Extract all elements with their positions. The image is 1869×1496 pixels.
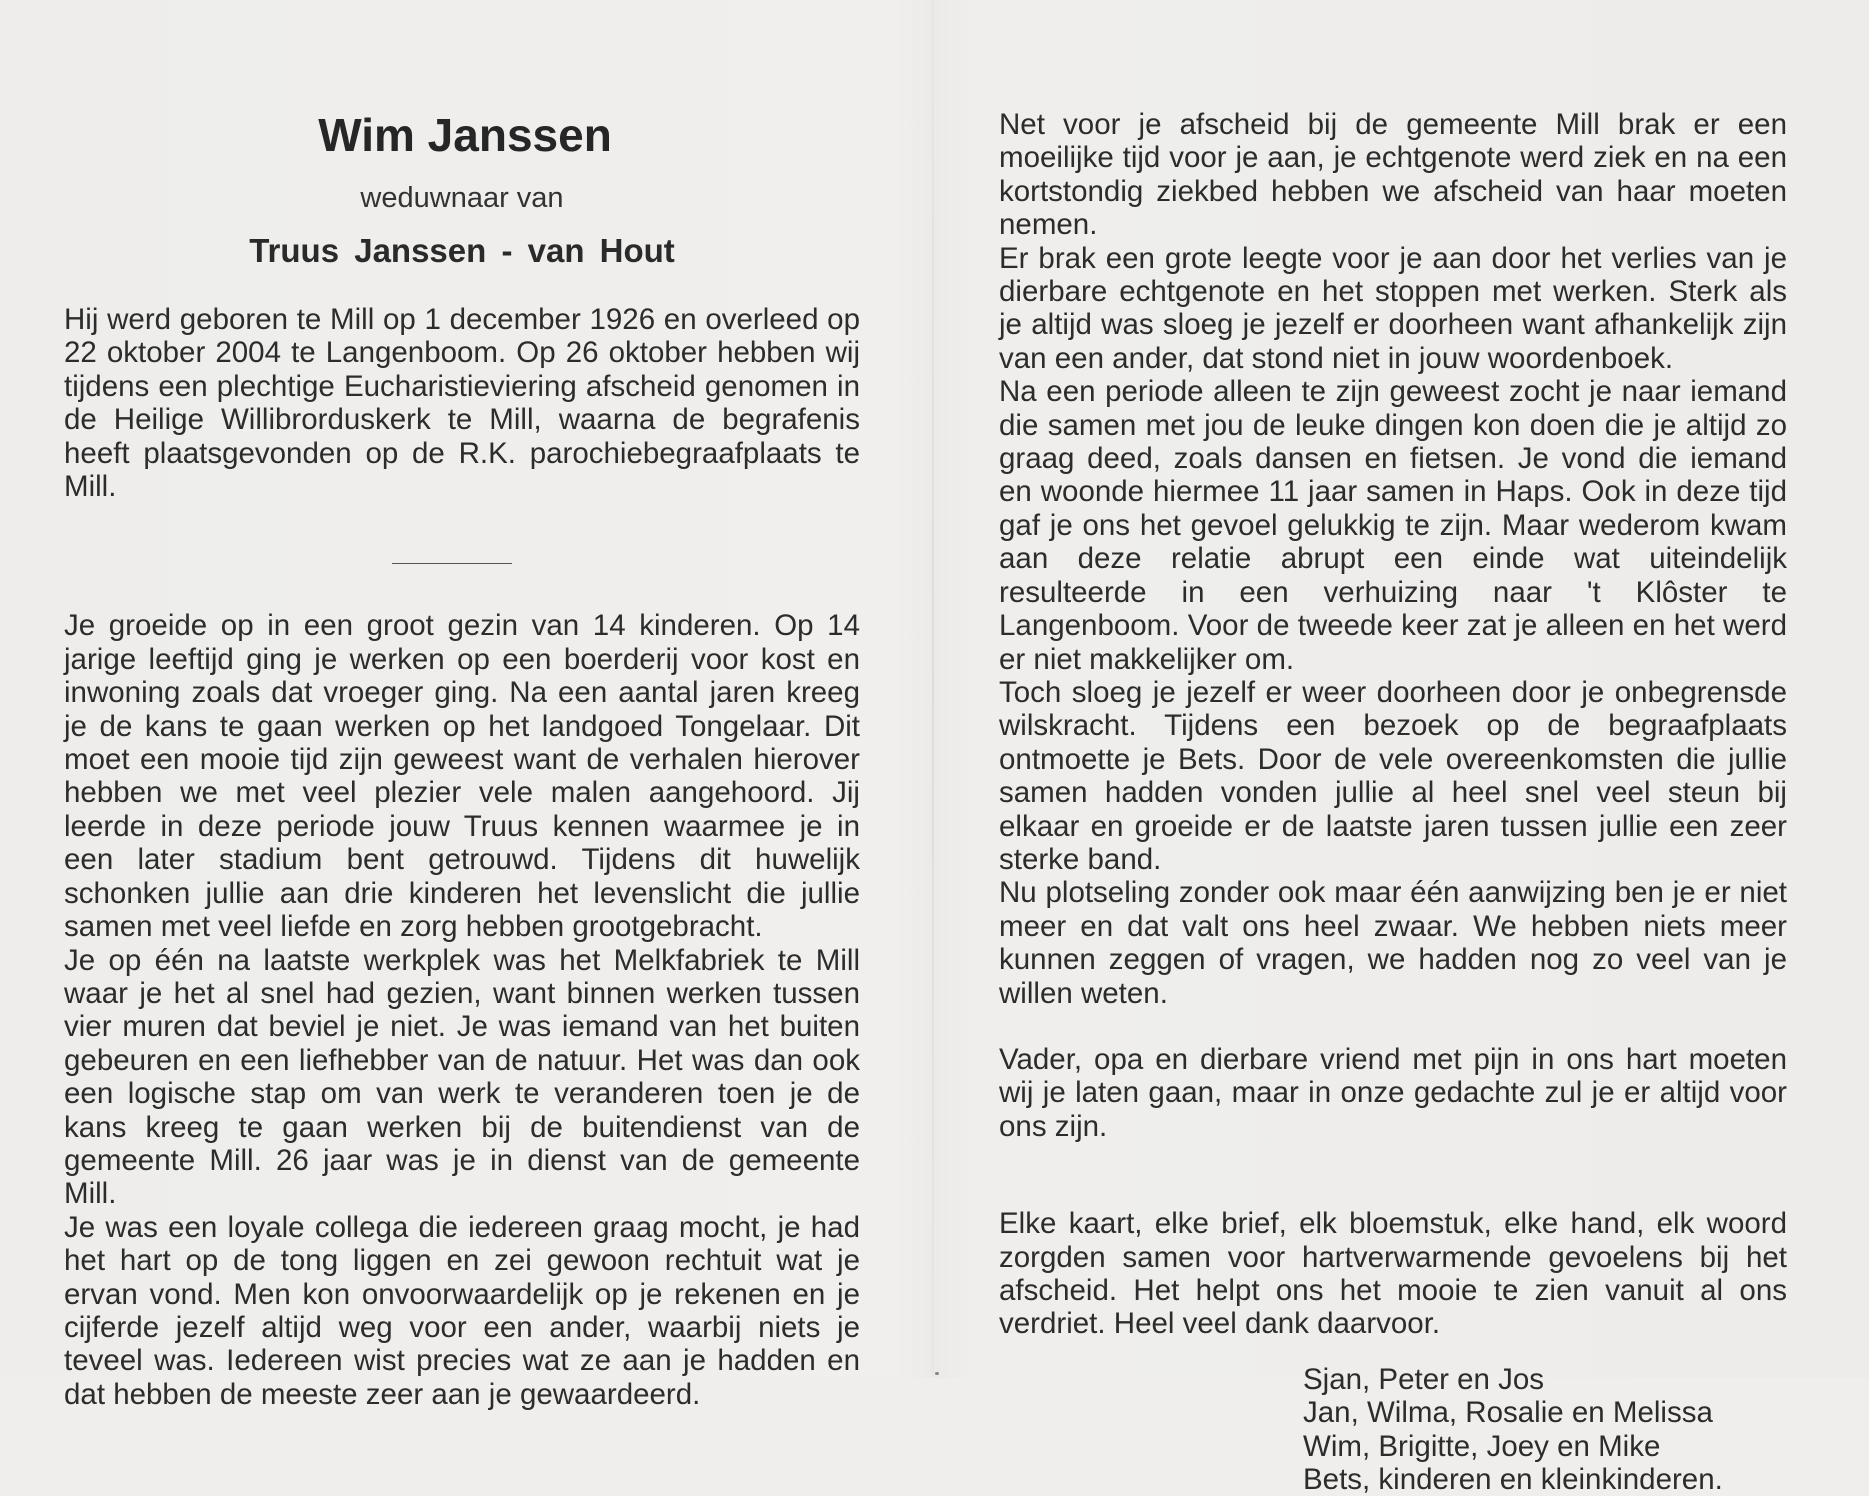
story-paragraph: Net voor je afscheid bij de gemeente Mill brak er een moeilijke tijd voor je aan, je echtgenote werd ziek en na een kortstondig ziekbed hebben we afscheid van haar moeten nemen. xyxy=(999,108,1787,242)
thanks-paragraph: Elke kaart, elke brief, elk bloemstuk, elke hand, elk woord zorgden samen voor hartverwarmende gevoelens bij het afscheid. Het helpt ons het mooie te zien vanuit al ons verdriet. Heel veel dank daarvoor. xyxy=(999,1207,1787,1341)
intro-paragraph: Hij werd geboren te Mill op 1 december 1926 en overleed op 22 oktober 2004 te Langenboom. Op 26 oktober hebben wij tijdens een plechtige Eucharistieviering afscheid genomen in de Heilige Willibrorduskerk te Mill, waarna de begrafenis heeft plaatsgevonden op de R.K. parochiebegraafplaats te Mill. xyxy=(64,303,860,504)
biography xyxy=(64,609,860,1411)
relation-line: weduwnaar van xyxy=(360,182,564,214)
story-paragraph: Na een periode alleen te zijn geweest zocht je naar iemand die samen met jou de leuke dingen kon doen die je altijd zo graag deed, zoals dansen en fietsen. Je vond die iemand en woonde hiermee 11 jaar samen in Haps. Ook in deze tijd gaf je ons het gevoel gelukkig te zijn. Maar wederom kwam aan deze relatie abrupt een einde wat uiteindelijk resulteerde in een verhuizing naar 't Klôster te Langenboom. Voor de tweede keer zat je alleen en het werd er niet makkelijker om. xyxy=(999,375,1787,676)
story-paragraph: Er brak een grote leegte voor je aan door het verlies van je dierbare echtgenote en het stoppen met werken. Sterk als je altijd was sloeg je jezelf er doorheen want afhankelijk zijn van een ander, dat stond niet in jouw woordenboek. xyxy=(999,241,1787,375)
bio-paragraph: Je was een loyale collega die iedereen graag mocht, je had het hart op de tong liggen en zei gewoon rechtuit wat je ervan vond. Men kon onvoorwaardelijk op je rekenen en je cijferde jezelf altijd weg voor een ander, waarbij niets je teveel was. Iedereen wist precies wat ze aan je hadden en dat hebben de meeste zeer aan je gewaardeerd. xyxy=(64,1210,860,1411)
story-paragraph: Nu plotseling zonder ook maar één aanwijzing ben je er niet meer en dat valt ons heel zwaar. We hebben niets meer kunnen zeggen of vragen, we hadden nog zo veel van je willen weten. xyxy=(999,876,1787,1010)
bio-paragraph: Je op één na laatste werkplek was het Melkfabriek te Mill waar je het al snel had gezien, want binnen werken tussen vier muren dat beviel je niet. Je was iemand van het buiten gebeuren en een liefhebber van de natuur. Het was dan ook een logische stap om van werk te veranderen toen je de kans kreeg te gaan werken bij de buitendienst van de gemeente Mill. 26 jaar was je in dienst van de gemeente Mill. xyxy=(64,943,860,1211)
signature-line: Jan, Wilma, Rosalie en Melissa xyxy=(1303,1396,1713,1430)
center-fold xyxy=(932,0,934,1378)
spouse-name: Truus Janssen - van Hout xyxy=(249,232,675,269)
signature-line: Sjan, Peter en Jos xyxy=(1303,1362,1545,1396)
signature-line: Wim, Brigitte, Joey en Mike xyxy=(1303,1429,1661,1463)
deceased-name: Wim Janssen xyxy=(318,109,612,161)
bio-paragraph: Je groeide op in een groot gezin van 14 kinderen. Op 14 jarige leeftijd ging je werken op een boerderij voor kost en inwoning zoals dat vroeger ging. Na een aantal jaren kreeg je de kans te gaan werken op het landgoed Tongelaar. Dit moet een mooie tijd zijn geweest want de verhalen hierover hebben we met veel plezier vele malen aangehoord. Jij leerde in deze periode jouw Truus kennen waarmee je in een later stadium bent getrouwd. Tijdens dit huwelijk schonken jullie aan drie kinderen het levenslicht die jullie samen met veel liefde en zorg hebben grootgebracht. xyxy=(64,609,860,944)
right-page xyxy=(999,108,1787,1496)
signatures xyxy=(999,1363,1787,1496)
signature-line: Bets, kinderen en kleinkinderen. xyxy=(1303,1463,1723,1496)
life-story xyxy=(999,108,1787,1010)
section-divider xyxy=(392,563,512,564)
story-paragraph: Toch sloeg je jezelf er weer doorheen door je onbegrensde wilskracht. Tijdens een bezoek op de begraafplaats ontmoette je Bets. Door de vele overeenkomsten die jullie samen hadden vonden jullie al heel snel veel steun bij elkaar en groeide er de laatste jaren tussen jullie een zeer sterke band. xyxy=(999,675,1787,876)
paper-speck xyxy=(935,1372,939,1375)
farewell-paragraph: Vader, opa en dierbare vriend met pijn in ons hart moeten wij je laten gaan, maar in onze gedachte zul je er altijd voor ons zijn. xyxy=(999,1042,1787,1143)
left-page xyxy=(64,105,860,1411)
